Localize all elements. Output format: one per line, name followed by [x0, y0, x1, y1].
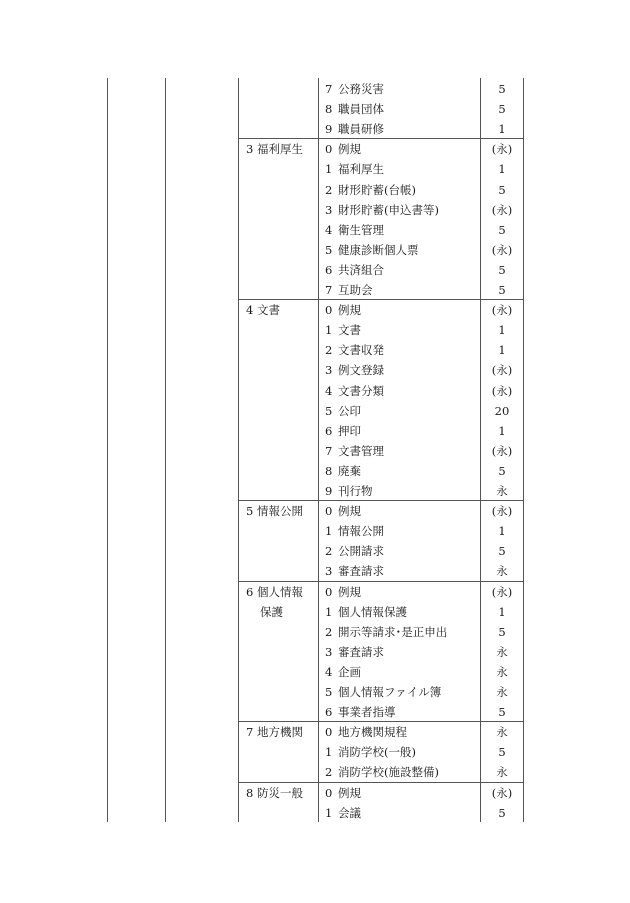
category-label: 6 個人情報	[246, 584, 303, 599]
item-name: 職員団体	[338, 102, 384, 117]
item-name: 個人情報ファイル簿	[338, 685, 442, 699]
item-name: 財形貯蓄(申込書等)	[338, 202, 439, 217]
retention-period: 5	[498, 82, 506, 96]
retention-period: (永)	[491, 363, 513, 378]
category-label: 5 情報公開	[246, 504, 303, 519]
item-name: 消防学校(一般)	[338, 745, 416, 760]
item-number: 1	[325, 323, 333, 338]
retention-period: 20	[494, 403, 510, 418]
item-name: 職員研修	[338, 122, 384, 137]
retention-period: (永)	[491, 785, 513, 800]
item-name: 例規	[338, 303, 361, 318]
retention-period: 永	[496, 644, 508, 659]
retention-period: 永	[496, 685, 508, 699]
item-name: 会議	[338, 805, 361, 820]
item-name: 例規	[338, 584, 361, 599]
item-name: 福利厚生	[338, 162, 384, 177]
retention-period: 1	[498, 343, 506, 358]
retention-period: (永)	[491, 202, 513, 217]
item-number: 3	[325, 363, 333, 378]
item-number: 5	[325, 403, 333, 418]
retention-period: 永	[496, 664, 508, 679]
retention-period: 5	[498, 102, 506, 117]
item-number: 9	[325, 122, 333, 137]
item-name: 例規	[338, 785, 361, 800]
retention-period: 5	[498, 262, 506, 277]
item-number: 1	[325, 162, 333, 177]
retention-period: (永)	[491, 142, 513, 157]
item-number: 4	[325, 383, 333, 398]
item-number: 4	[325, 664, 333, 679]
item-number: 3	[325, 644, 333, 659]
column-rule	[523, 78, 524, 822]
item-number: 0	[325, 504, 333, 519]
item-name: 例規	[338, 142, 361, 157]
item-name: 互助会	[338, 283, 373, 297]
item-number: 2	[325, 765, 333, 780]
item-number: 5	[325, 685, 333, 699]
item-number: 2	[325, 544, 333, 559]
retention-period: (永)	[491, 303, 513, 318]
category-label-continued: 保護	[260, 604, 283, 619]
item-number: 8	[325, 102, 333, 117]
retention-period: 1	[498, 162, 506, 177]
retention-period: 5	[498, 182, 506, 197]
item-name: 文書分類	[338, 383, 384, 398]
retention-period: 1	[498, 604, 506, 619]
item-name: 健康診断個人票	[338, 242, 419, 257]
item-name: 事業者指導	[338, 705, 396, 720]
retention-period: 1	[498, 524, 506, 539]
item-number: 7	[325, 82, 333, 96]
item-number: 2	[325, 624, 333, 639]
item-name: 情報公開	[338, 524, 384, 539]
item-name: 押印	[338, 423, 361, 438]
retention-period: 5	[498, 463, 506, 478]
retention-period: (永)	[491, 584, 513, 599]
retention-period: 永	[496, 765, 508, 780]
retention-period: 5	[498, 283, 506, 297]
item-number: 1	[325, 524, 333, 539]
retention-period: 1	[498, 323, 506, 338]
item-number: 0	[325, 303, 333, 318]
retention-period: 5	[498, 222, 506, 237]
column-rule	[107, 78, 108, 822]
retention-period: 5	[498, 805, 506, 820]
retention-period: (永)	[491, 383, 513, 398]
item-name: 公務災害	[338, 82, 384, 96]
item-name: 公印	[338, 403, 361, 418]
item-number: 3	[325, 564, 333, 579]
item-name: 審査請求	[338, 644, 384, 659]
item-number: 6	[325, 262, 333, 277]
item-name: 消防学校(施設整備)	[338, 765, 439, 780]
item-name: 個人情報保護	[338, 604, 407, 619]
retention-period: (永)	[491, 242, 513, 257]
retention-period: 永	[496, 484, 508, 498]
item-name: 審査請求	[338, 564, 384, 579]
category-label: 4 文書	[246, 303, 280, 318]
item-number: 8	[325, 463, 333, 478]
retention-period: (永)	[491, 504, 513, 519]
retention-period: 永	[496, 725, 508, 740]
retention-period: 5	[498, 705, 506, 720]
item-name: 例規	[338, 504, 361, 519]
category-label: 7 地方機関	[246, 725, 303, 740]
column-rule	[238, 78, 239, 822]
category-label: 8 防災一般	[246, 785, 303, 800]
item-name: 財形貯蓄(台帳)	[338, 182, 416, 197]
column-rule	[165, 78, 166, 822]
item-number: 0	[325, 142, 333, 157]
item-number: 0	[325, 725, 333, 740]
retention-period: (永)	[491, 443, 513, 458]
retention-period: 1	[498, 423, 506, 438]
item-number: 6	[325, 705, 333, 720]
item-number: 4	[325, 222, 333, 237]
item-number: 1	[325, 745, 333, 760]
retention-period: 5	[498, 745, 506, 760]
item-name: 文書管理	[338, 443, 384, 458]
item-number: 2	[325, 182, 333, 197]
item-number: 6	[325, 423, 333, 438]
retention-period: 1	[498, 122, 506, 137]
item-name: 共済組合	[338, 262, 384, 277]
item-number: 1	[325, 604, 333, 619]
item-number: 5	[325, 242, 333, 257]
item-number: 9	[325, 484, 333, 498]
item-name: 廃棄	[338, 463, 361, 478]
item-name: 例文登録	[338, 363, 384, 378]
item-name: 文書	[338, 323, 361, 338]
item-name: 刊行物	[338, 484, 373, 498]
category-label: 3 福利厚生	[246, 142, 303, 157]
item-number: 7	[325, 443, 333, 458]
item-number: 1	[325, 805, 333, 820]
item-number: 7	[325, 283, 333, 297]
retention-period: 5	[498, 624, 506, 639]
item-number: 2	[325, 343, 333, 358]
item-name: 衛生管理	[338, 222, 384, 237]
item-number: 0	[325, 785, 333, 800]
item-name: 開示等請求･是正申出	[338, 624, 448, 639]
item-number: 3	[325, 202, 333, 217]
item-name: 企画	[338, 664, 361, 679]
item-name: 公開請求	[338, 544, 384, 559]
item-name: 地方機関規程	[338, 725, 407, 740]
retention-period: 永	[496, 564, 508, 579]
retention-period: 5	[498, 544, 506, 559]
item-name: 文書収発	[338, 343, 384, 358]
item-number: 0	[325, 584, 333, 599]
column-rule	[318, 78, 319, 822]
